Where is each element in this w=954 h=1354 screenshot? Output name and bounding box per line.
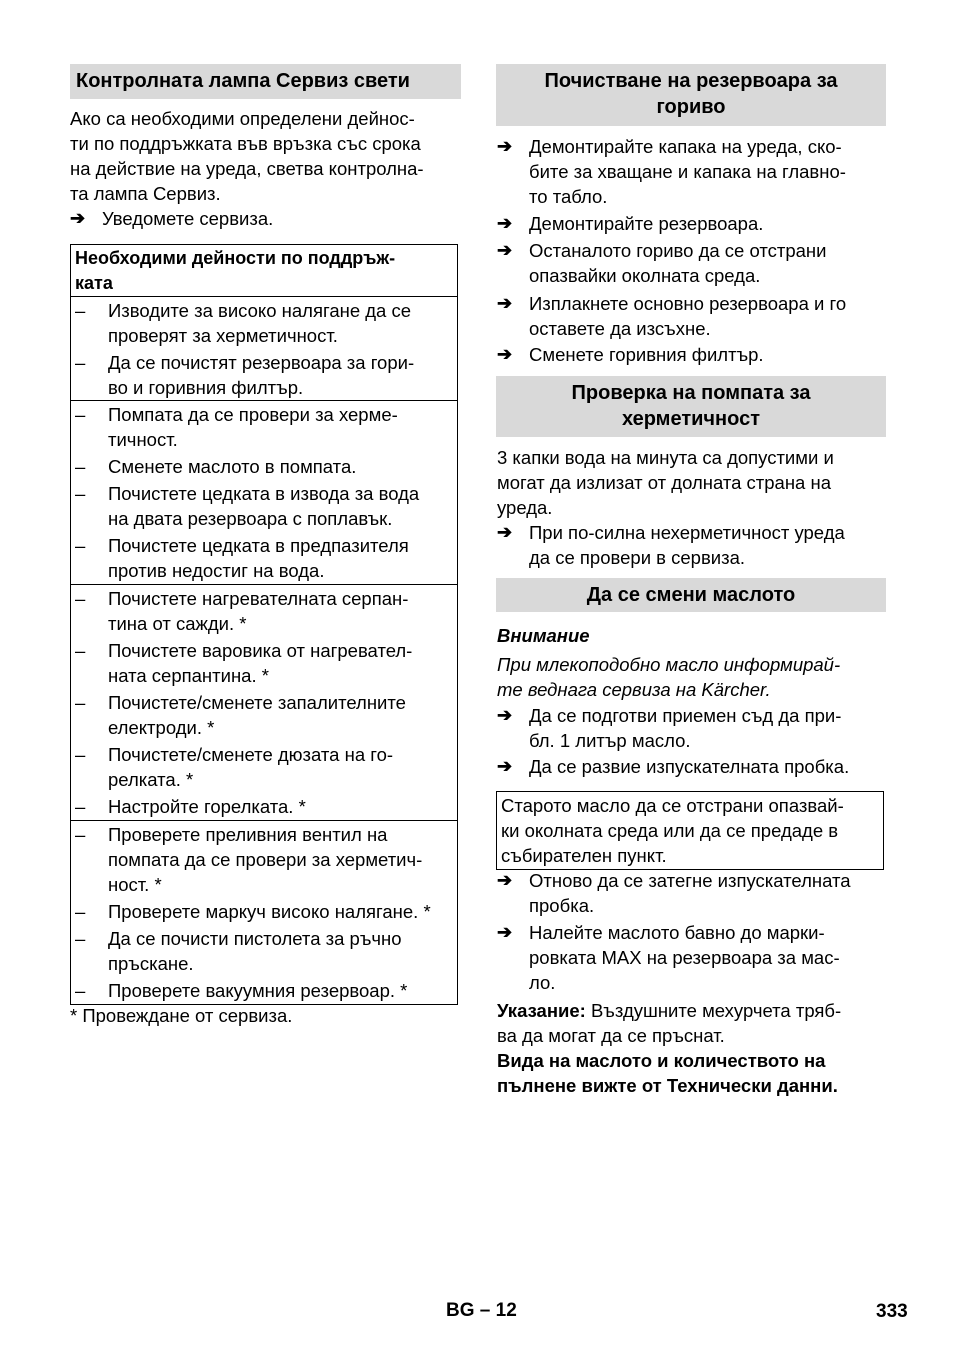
- pump-step: ➔ При по-силна нехерметичност уреда да се провери в сервиза.: [497, 522, 845, 568]
- arrow-right-icon: ➔: [497, 240, 513, 260]
- arrow-right-icon: ➔: [497, 870, 513, 890]
- arrow-right-icon: ➔: [497, 922, 513, 942]
- hint-text: Въздушните мехурчета тряб- ва да могат да се пръснат.: [497, 1000, 842, 1046]
- page-number: 333: [876, 1301, 908, 1322]
- table-group: – Изводите за високо налягане да се проверят за херметичност. – Да се почистят резервоара за гори- во и горивния филтър.: [71, 297, 457, 401]
- arrow-right-icon: ➔: [497, 213, 513, 233]
- section-page-label: BG – 12: [446, 1300, 517, 1321]
- hint-paragraph: [497, 998, 887, 1048]
- table-group: – Помпата да се провери за херме- тичност. – Сменете маслото в помпата. – Почистете цедката в извода за вода на двата резервоара с поплавък. – Почистете цедката в предпазителя против недостиг на вода.: [71, 401, 457, 585]
- arrow-right-icon: ➔: [497, 522, 513, 542]
- table-group: – Почистете нагревателната серпан- тина от сажди. * – Почистете варовика от нагревател- ната серпантина. * – Почистете/сменете запалителните електроди. * – Почистете/сменете дюзата на го- релката. * – Настройте горелката. *: [71, 585, 457, 821]
- fuel-step: ➔ Изплакнете основно резервоара и го оставете да изсъхне.: [497, 293, 847, 339]
- oil-type-note: Вида на маслото и количеството на пълнене вижте от Технически данни.: [497, 1050, 838, 1096]
- maintenance-table-header: Необходими дейности по поддръж- ката: [71, 245, 457, 297]
- oil-step: ➔ Да се развие изпускателната пробка.: [497, 756, 850, 777]
- arrow-right-icon: ➔: [497, 344, 513, 364]
- arrow-right-icon: ➔: [497, 756, 513, 776]
- heading-service-lamp: Контролната лампа Сервиз свети: [70, 64, 461, 99]
- fuel-step: ➔ Демонтирайте капака на уреда, ско- бите за хващане и капака на главно- то табло.: [497, 136, 846, 207]
- fuel-step: ➔ Демонтирайте резервоара.: [497, 213, 764, 234]
- caution-text: При млекоподобно масло информирай- те веднага сервиза на Kärcher.: [497, 654, 841, 700]
- caution-label: Внимание: [497, 625, 590, 646]
- heading-oil-change: Да се смени маслото: [496, 578, 886, 612]
- disposal-note-box: Старото масло да се отстрани опазвай- ки околната среда или да се предаде в събирателен пункт.: [496, 791, 884, 870]
- arrow-right-icon: ➔: [497, 136, 513, 156]
- oil-step: ➔ Отново да се затегне изпускателната пробка.: [497, 870, 851, 916]
- table-group: – Проверете преливния вентил на помпата да се провери за херметич- ност. * – Проверете маркуч високо налягане. * – Да се почисти пистолета за ръчно пръскане. – Проверете вакуумния резервоар. *: [75, 824, 431, 1001]
- fuel-step: ➔ Останалото гориво да се отстрани опазвайки околната среда.: [497, 240, 827, 286]
- heading-pump-check: Проверка на помпата за херметичност: [496, 376, 886, 437]
- oil-step: ➔ Налейте маслото бавно до марки- ровката MAX на резервоара за мас- ло.: [497, 922, 840, 993]
- arrow-right-icon: ➔: [497, 293, 513, 313]
- oil-step: ➔ Да се подготви приемен съд да при- бл. 1 литър масло.: [497, 705, 842, 751]
- table-footnote: * Провеждане от сервиза.: [70, 1005, 293, 1026]
- fuel-step: ➔ Сменете горивния филтър.: [497, 344, 764, 365]
- hint-label: Указание:: [497, 1000, 586, 1021]
- maintenance-table: [70, 244, 458, 1005]
- arrow-right-icon: ➔: [70, 208, 86, 228]
- arrow-right-icon: ➔: [497, 705, 513, 725]
- action-notify-service: ➔ Уведомете сервиза.: [70, 208, 274, 229]
- heading-fuel-tank: Почистване на резервоара за гориво: [496, 64, 886, 126]
- intro-paragraph: Ако са необходими определени дейнос- ти по поддръжката във връзка със срока на действие на уреда, светва контролна- та лампа Сервиз.: [70, 108, 424, 204]
- pump-paragraph: 3 капки вода на минута са допустими и могат да излизат от долната страна на уреда.: [497, 447, 834, 518]
